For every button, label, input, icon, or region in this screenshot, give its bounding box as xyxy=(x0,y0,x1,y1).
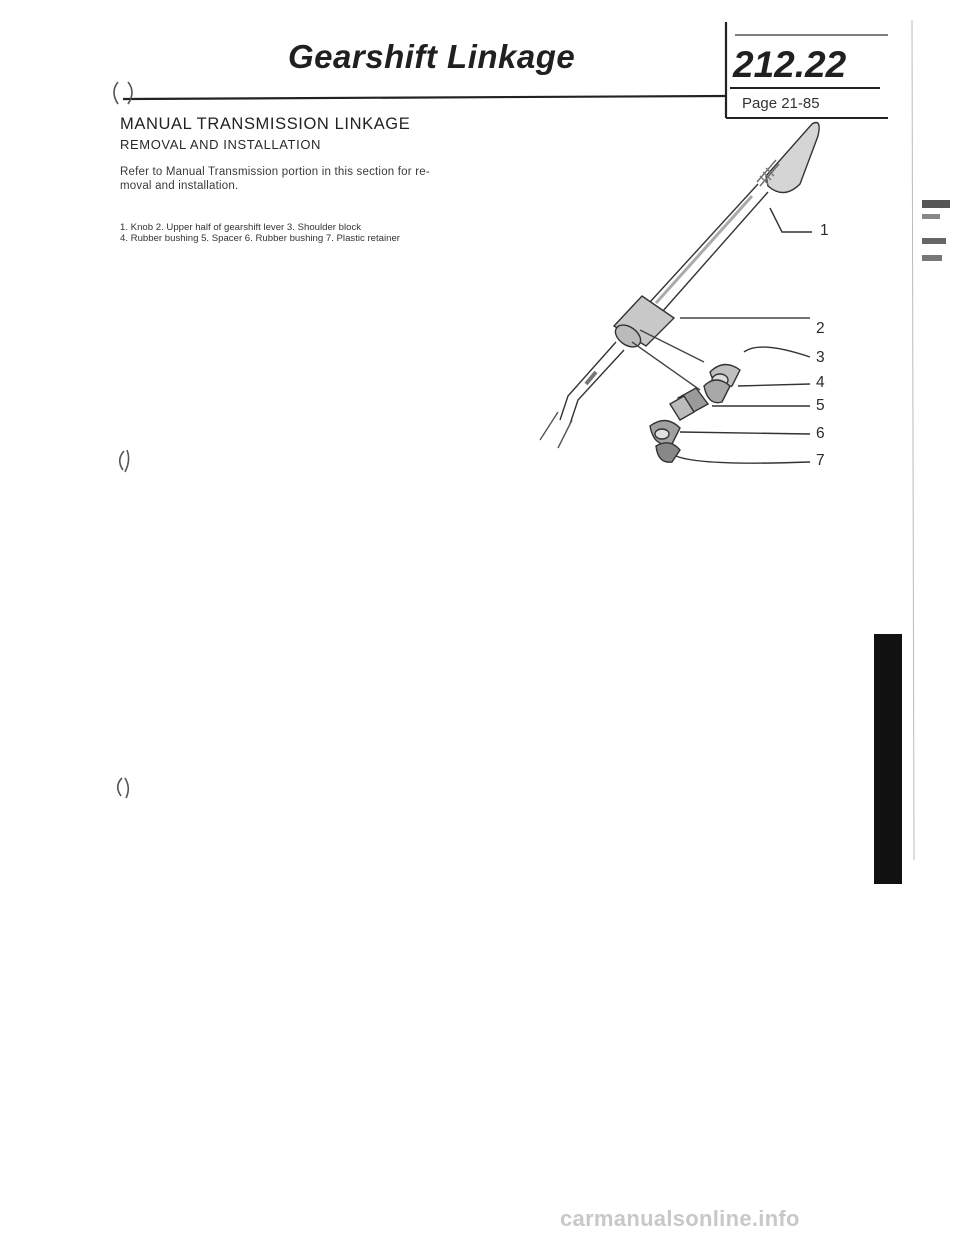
watermark: carmanualsonline.info xyxy=(560,1206,800,1231)
callout-7: 7 xyxy=(816,452,825,469)
callout-6: 6 xyxy=(816,425,825,442)
section-heading: MANUAL TRANSMISSION LINKAGE xyxy=(120,115,411,133)
scan-dark-bar xyxy=(874,634,902,884)
legend-line: 1. Knob 2. Upper half of gearshift lever 3. Shoulder block xyxy=(120,222,362,233)
figure-legend xyxy=(120,222,520,244)
scan-edge-line xyxy=(912,20,914,860)
callout-2: 2 xyxy=(816,320,825,337)
section-subheading: REMOVAL AND INSTALLATION xyxy=(120,137,322,152)
header-main-rule xyxy=(123,96,726,99)
callout-3: 3 xyxy=(816,349,825,366)
gearshift-diagram xyxy=(540,123,819,464)
callout-4: 4 xyxy=(816,374,825,391)
scan-artifacts xyxy=(922,200,950,261)
body-line: Refer to Manual Transmission portion in this section for re- xyxy=(120,166,430,178)
legend-line: 4. Rubber bushing 5. Spacer 6. Rubber bushing 7. Plastic retainer xyxy=(120,233,400,244)
callout-1: 1 xyxy=(820,222,829,239)
page-reference: Page 21-85 xyxy=(742,95,820,112)
knob xyxy=(766,123,819,193)
page-title: Gearshift Linkage xyxy=(288,38,576,75)
callout-5: 5 xyxy=(816,397,825,414)
section-number: 212.22 xyxy=(733,44,847,85)
body-line: moval and installation. xyxy=(120,180,239,192)
body-paragraph xyxy=(120,165,515,193)
